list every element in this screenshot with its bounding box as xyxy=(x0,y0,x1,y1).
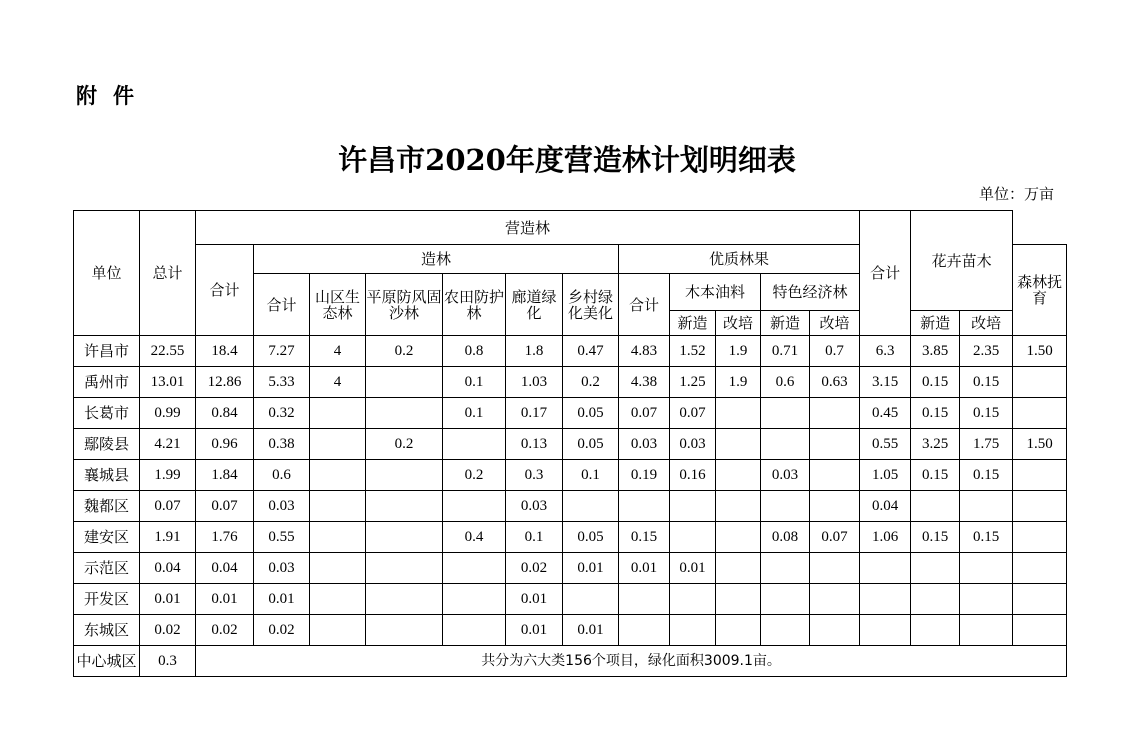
table-cell: 0.05 xyxy=(563,398,619,429)
table-cell: 0.15 xyxy=(911,460,960,491)
header-quality-forest: 优质林果 xyxy=(619,245,860,274)
table-cell: 0.02 xyxy=(506,553,563,584)
table-cell: 0.02 xyxy=(196,615,254,646)
table-cell: 1.9 xyxy=(716,367,761,398)
afforestation-plan-table xyxy=(73,210,1067,677)
table-cell: 0.01 xyxy=(506,615,563,646)
table-cell xyxy=(310,553,366,584)
table-cell xyxy=(670,522,716,553)
table-cell xyxy=(761,429,810,460)
table-cell: 3.25 xyxy=(911,429,960,460)
table-cell: 4 xyxy=(310,336,366,367)
table-cell: 0.13 xyxy=(506,429,563,460)
table-cell xyxy=(716,460,761,491)
header-flowers: 花卉苗木 xyxy=(911,211,1013,311)
table-cell xyxy=(563,491,619,522)
header-special-new: 新造 xyxy=(761,311,810,336)
table-cell xyxy=(716,553,761,584)
header-flowers-new: 新造 xyxy=(911,311,960,336)
row-unit: 许昌市 xyxy=(74,336,140,367)
row-unit: 开发区 xyxy=(74,584,140,615)
table-cell: 1.50 xyxy=(1013,429,1067,460)
table-cell xyxy=(960,584,1013,615)
table-cell xyxy=(310,584,366,615)
table-cell: 0.3 xyxy=(140,646,196,677)
table-cell: 0.16 xyxy=(670,460,716,491)
table-cell: 3.85 xyxy=(911,336,960,367)
table-cell xyxy=(1013,522,1067,553)
table-cell xyxy=(366,367,443,398)
table-cell xyxy=(716,491,761,522)
header-special-economic: 特色经济林 xyxy=(761,274,860,311)
table-cell xyxy=(443,553,506,584)
header-quality-subtotal: 合计 xyxy=(619,274,670,336)
table-row xyxy=(74,491,1067,522)
table-cell: 1.50 xyxy=(1013,336,1067,367)
summary-note: 共分为六大类156个项目，绿化面积3009.1亩。 xyxy=(196,646,1067,677)
table-cell: 4.21 xyxy=(140,429,196,460)
table-cell xyxy=(619,615,670,646)
table-cell xyxy=(366,460,443,491)
table-cell xyxy=(1013,584,1067,615)
header-planting: 造林 xyxy=(254,245,619,274)
table-cell: 1.91 xyxy=(140,522,196,553)
header-total: 总计 xyxy=(140,211,196,336)
table-cell xyxy=(716,398,761,429)
table-cell: 0.2 xyxy=(366,429,443,460)
table-cell: 0.7 xyxy=(810,336,860,367)
table-cell: 4.83 xyxy=(619,336,670,367)
table-cell: 5.33 xyxy=(254,367,310,398)
table-cell xyxy=(810,460,860,491)
table-cell xyxy=(670,584,716,615)
table-cell: 0.15 xyxy=(619,522,670,553)
table-cell xyxy=(761,398,810,429)
table-cell: 0.07 xyxy=(140,491,196,522)
table-cell: 0.07 xyxy=(810,522,860,553)
table-cell: 0.2 xyxy=(443,460,506,491)
header-woody-oil-new: 新造 xyxy=(670,311,716,336)
table-cell: 0.2 xyxy=(366,336,443,367)
header-planting-subtotal: 合计 xyxy=(254,274,310,336)
table-cell: 0.15 xyxy=(911,367,960,398)
table-cell: 0.03 xyxy=(254,553,310,584)
table-cell xyxy=(761,615,810,646)
table-cell: 0.63 xyxy=(810,367,860,398)
table-cell xyxy=(810,491,860,522)
table-cell xyxy=(960,491,1013,522)
header-flowers-improve: 改培 xyxy=(960,311,1013,336)
header-unit: 单位 xyxy=(74,211,140,336)
table-cell xyxy=(366,615,443,646)
table-cell: 0.15 xyxy=(960,367,1013,398)
table-cell: 6.3 xyxy=(860,336,911,367)
page-title: 许昌市2020年度营造林计划明细表 xyxy=(338,143,796,177)
table-cell xyxy=(619,584,670,615)
table-cell: 1.76 xyxy=(196,522,254,553)
table-cell: 0.04 xyxy=(196,553,254,584)
table-cell: 12.86 xyxy=(196,367,254,398)
table-cell: 13.01 xyxy=(140,367,196,398)
table-cell xyxy=(810,429,860,460)
table-cell: 0.84 xyxy=(196,398,254,429)
table-cell: 0.96 xyxy=(196,429,254,460)
table-cell: 0.01 xyxy=(619,553,670,584)
table-row xyxy=(74,429,1067,460)
table-cell: 0.2 xyxy=(563,367,619,398)
table-cell xyxy=(1013,491,1067,522)
table-row xyxy=(74,615,1067,646)
row-unit: 魏都区 xyxy=(74,491,140,522)
table-cell: 1.05 xyxy=(860,460,911,491)
table-cell: 1.8 xyxy=(506,336,563,367)
row-unit: 东城区 xyxy=(74,615,140,646)
table-cell xyxy=(443,584,506,615)
table-cell xyxy=(860,553,911,584)
table-cell: 0.07 xyxy=(670,398,716,429)
table-cell xyxy=(366,584,443,615)
table-cell xyxy=(716,584,761,615)
table-cell: 0.38 xyxy=(254,429,310,460)
table-cell: 0.47 xyxy=(563,336,619,367)
table-cell xyxy=(761,491,810,522)
header-village-green: 乡村绿化美化 xyxy=(563,274,619,336)
table-cell xyxy=(860,615,911,646)
table-cell: 0.01 xyxy=(670,553,716,584)
header-plain-forest: 平原防风固沙林 xyxy=(366,274,443,336)
table-cell xyxy=(911,584,960,615)
table-cell xyxy=(960,615,1013,646)
table-row xyxy=(74,367,1067,398)
table-cell: 0.01 xyxy=(563,553,619,584)
table-cell xyxy=(670,615,716,646)
table-cell xyxy=(761,553,810,584)
table-cell: 0.1 xyxy=(506,522,563,553)
table-cell xyxy=(1013,367,1067,398)
table-cell xyxy=(366,398,443,429)
table-row xyxy=(74,398,1067,429)
row-unit: 长葛市 xyxy=(74,398,140,429)
table-cell xyxy=(310,398,366,429)
table-cell xyxy=(810,615,860,646)
table-cell: 0.04 xyxy=(140,553,196,584)
row-unit: 禹州市 xyxy=(74,367,140,398)
table-cell: 18.4 xyxy=(196,336,254,367)
table-cell: 0.05 xyxy=(563,522,619,553)
table-cell: 0.15 xyxy=(911,522,960,553)
table-row xyxy=(74,522,1067,553)
table-cell: 0.55 xyxy=(254,522,310,553)
table-cell: 0.03 xyxy=(670,429,716,460)
table-cell xyxy=(670,491,716,522)
table-cell: 0.19 xyxy=(619,460,670,491)
table-cell: 0.99 xyxy=(140,398,196,429)
table-row xyxy=(74,460,1067,491)
table-cell: 2.35 xyxy=(960,336,1013,367)
table-cell: 0.03 xyxy=(619,429,670,460)
table-cell xyxy=(810,398,860,429)
table-cell: 22.55 xyxy=(140,336,196,367)
table-cell xyxy=(761,584,810,615)
table-cell xyxy=(310,615,366,646)
table-cell xyxy=(911,553,960,584)
table-cell: 0.03 xyxy=(506,491,563,522)
table-cell xyxy=(1013,398,1067,429)
table-cell: 1.52 xyxy=(670,336,716,367)
table-cell xyxy=(366,553,443,584)
table-cell: 0.01 xyxy=(254,584,310,615)
row-unit: 示范区 xyxy=(74,553,140,584)
table-cell: 0.15 xyxy=(960,522,1013,553)
table-cell xyxy=(310,522,366,553)
table-cell xyxy=(716,429,761,460)
attachment-label: 附件 xyxy=(76,84,150,108)
table-cell: 0.05 xyxy=(563,429,619,460)
unit-label: 单位：万亩 xyxy=(978,185,1054,203)
table-cell: 0.15 xyxy=(911,398,960,429)
table-cell: 0.32 xyxy=(254,398,310,429)
table-cell: 0.45 xyxy=(860,398,911,429)
table-cell: 1.03 xyxy=(506,367,563,398)
table-cell: 0.55 xyxy=(860,429,911,460)
table-cell xyxy=(810,584,860,615)
table-cell xyxy=(443,615,506,646)
table-cell: 0.04 xyxy=(860,491,911,522)
table-cell: 0.02 xyxy=(254,615,310,646)
header-mountain-forest: 山区生态林 xyxy=(310,274,366,336)
table-cell xyxy=(716,615,761,646)
table-cell: 0.01 xyxy=(563,615,619,646)
table-cell xyxy=(716,522,761,553)
table-cell: 0.01 xyxy=(140,584,196,615)
table-cell xyxy=(310,460,366,491)
table-cell xyxy=(366,491,443,522)
header-afforestation-subtotal: 合计 xyxy=(196,245,254,336)
table-cell: 0.17 xyxy=(506,398,563,429)
header-flowers-subtotal: 合计 xyxy=(860,211,911,336)
table-cell xyxy=(911,615,960,646)
table-cell: 0.03 xyxy=(254,491,310,522)
header-farmland-forest: 农田防护林 xyxy=(443,274,506,336)
table-cell: 0.08 xyxy=(761,522,810,553)
table-cell xyxy=(860,584,911,615)
table-cell xyxy=(366,522,443,553)
row-unit: 中心城区 xyxy=(74,646,140,677)
table-cell: 0.01 xyxy=(196,584,254,615)
table-cell: 0.4 xyxy=(443,522,506,553)
table-cell: 4.38 xyxy=(619,367,670,398)
table-cell: 3.15 xyxy=(860,367,911,398)
table-row xyxy=(74,336,1067,367)
table-cell: 0.15 xyxy=(960,460,1013,491)
table-cell: 0.01 xyxy=(506,584,563,615)
header-woody-oil-improve: 改培 xyxy=(716,311,761,336)
table-cell: 0.15 xyxy=(960,398,1013,429)
table-cell: 0.6 xyxy=(254,460,310,491)
table-cell: 0.1 xyxy=(443,367,506,398)
table-row-center-district xyxy=(74,646,1067,677)
table-cell xyxy=(443,429,506,460)
table-cell: 4 xyxy=(310,367,366,398)
row-unit: 建安区 xyxy=(74,522,140,553)
header-special-improve: 改培 xyxy=(810,311,860,336)
table-cell: 1.99 xyxy=(140,460,196,491)
table-cell: 0.07 xyxy=(196,491,254,522)
table-cell: 0.6 xyxy=(761,367,810,398)
table-cell: 0.3 xyxy=(506,460,563,491)
header-corridor-green: 廊道绿化 xyxy=(506,274,563,336)
table-cell: 1.25 xyxy=(670,367,716,398)
header-forest-tending: 森林抚育 xyxy=(1013,245,1067,336)
table-cell xyxy=(911,491,960,522)
table-cell: 0.1 xyxy=(563,460,619,491)
row-unit: 襄城县 xyxy=(74,460,140,491)
table-row xyxy=(74,553,1067,584)
table-cell: 0.03 xyxy=(761,460,810,491)
table-cell xyxy=(1013,553,1067,584)
table-cell: 7.27 xyxy=(254,336,310,367)
table-cell: 0.71 xyxy=(761,336,810,367)
table-cell xyxy=(310,491,366,522)
table-cell: 1.9 xyxy=(716,336,761,367)
table-cell xyxy=(1013,615,1067,646)
table-cell xyxy=(1013,460,1067,491)
table-cell xyxy=(310,429,366,460)
table-cell: 0.1 xyxy=(443,398,506,429)
header-woody-oil: 木本油料 xyxy=(670,274,761,311)
table-cell: 1.84 xyxy=(196,460,254,491)
table-cell xyxy=(960,553,1013,584)
header-afforestation: 营造林 xyxy=(196,211,860,245)
row-unit: 鄢陵县 xyxy=(74,429,140,460)
table-row xyxy=(74,584,1067,615)
table-cell: 0.02 xyxy=(140,615,196,646)
table-cell: 0.07 xyxy=(619,398,670,429)
table-cell: 1.75 xyxy=(960,429,1013,460)
table-cell: 0.8 xyxy=(443,336,506,367)
table-cell: 1.06 xyxy=(860,522,911,553)
table-cell xyxy=(619,491,670,522)
table-cell xyxy=(563,584,619,615)
table-cell xyxy=(810,553,860,584)
table-cell xyxy=(443,491,506,522)
